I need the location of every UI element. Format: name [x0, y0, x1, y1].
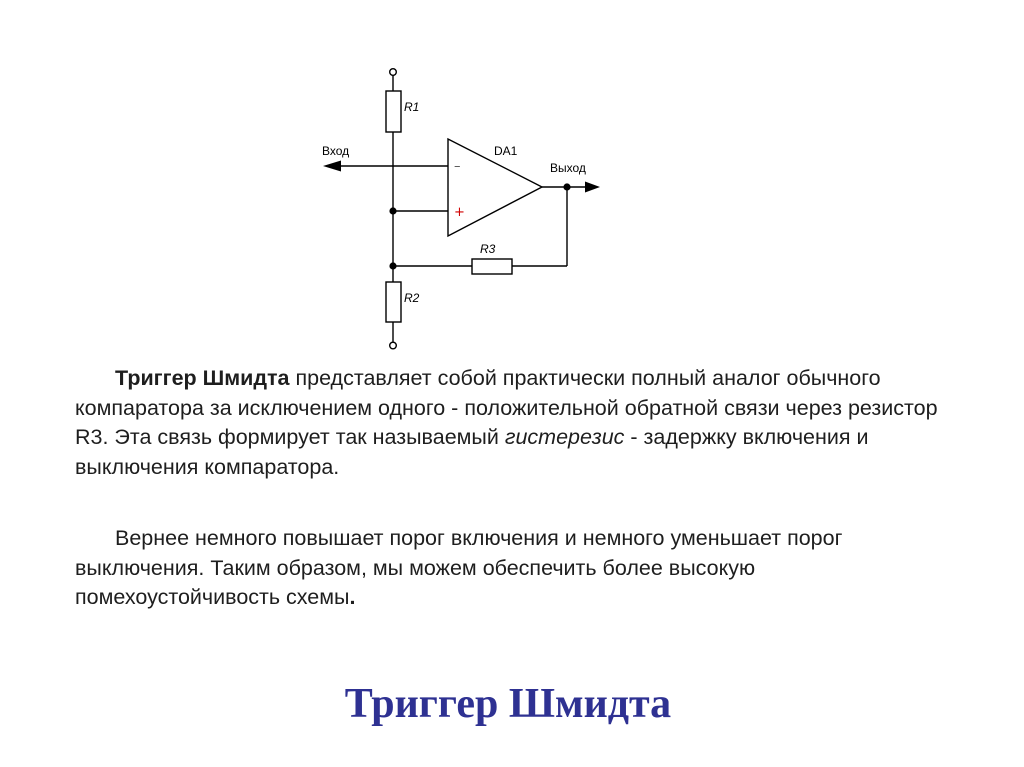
junction-dot: [389, 207, 396, 214]
term-hysteresis: гистерезис: [504, 425, 625, 449]
label-output: Выход: [550, 161, 586, 175]
paragraph-end: .: [349, 585, 356, 609]
schematic-diagram: [0, 0, 1024, 360]
label-da1: DA1: [494, 144, 518, 158]
resistor-r1: [386, 91, 401, 132]
resistor-r3: [472, 259, 512, 274]
term-schmitt-trigger: Триггер Шмидта: [115, 366, 290, 390]
junction-dot: [389, 262, 396, 269]
label-r2: R2: [404, 291, 420, 305]
explanation-paragraph: [75, 524, 955, 613]
label-input: Вход: [322, 144, 350, 158]
slide-title: Триггер Шмидта: [344, 681, 672, 727]
input-arrow-icon: [323, 161, 341, 172]
paragraph-text: - задержку включения и выключения компаратора.: [75, 425, 869, 479]
bottom-terminal: [390, 342, 397, 349]
paragraph-text: представляет собой практически полный аналог обычного компаратора за исключением одного - положительной обратной связи через резистор R3. Эта связь формирует так называемый: [75, 366, 938, 449]
resistor-r2: [386, 282, 401, 322]
description-paragraph: [75, 364, 955, 482]
label-minus-input: –: [454, 159, 461, 174]
top-terminal: [390, 69, 397, 76]
label-r3: R3: [480, 242, 496, 256]
paragraph-text: Вернее немного повышает порог включения и немного уменьшает порог выключения. Таким образом, мы можем обеспечить более высокую помехоустойчивость схемы: [75, 526, 843, 609]
junction-dot: [563, 183, 570, 190]
label-plus-input: +: [454, 205, 465, 220]
output-arrow-icon: [585, 182, 600, 193]
label-r1: R1: [404, 100, 420, 114]
